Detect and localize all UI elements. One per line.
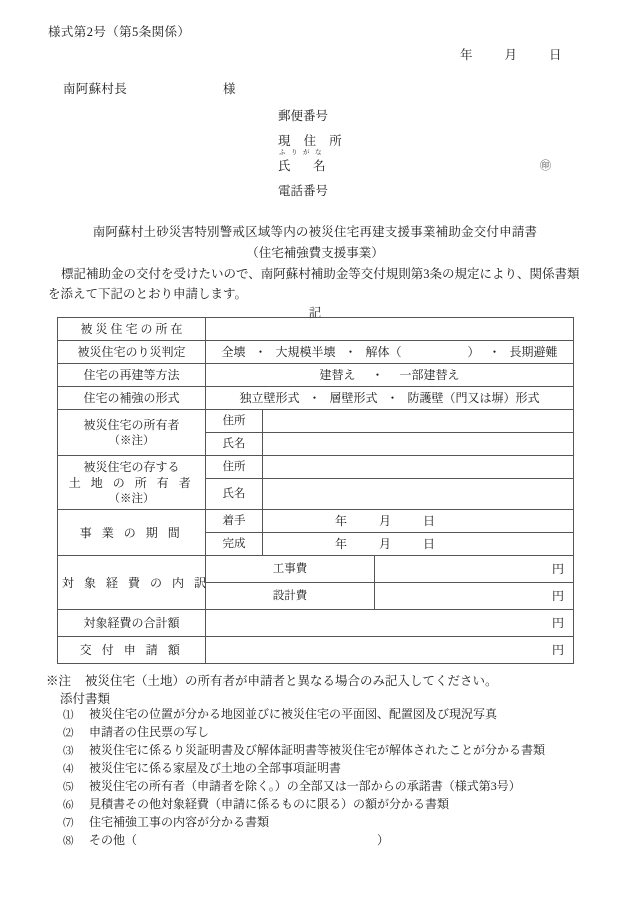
document-subtitle: （住宅補強費支援事業） bbox=[246, 246, 384, 260]
table-row-rebuild-method bbox=[58, 364, 574, 387]
cost-total-unit: 円 bbox=[551, 616, 564, 630]
option-independent-wall[interactable]: 独立壁形式 bbox=[239, 391, 300, 405]
list-item bbox=[63, 759, 545, 777]
phone-number-field bbox=[278, 181, 578, 206]
sublabel-design-cost: 設計費 bbox=[206, 583, 375, 610]
footnote-text: 被災住宅（土地）の所有者が申請者と異なる場合のみ記入してください。 bbox=[85, 674, 498, 688]
item-text: その他（ ） bbox=[89, 833, 390, 847]
addressee-name: 南阿蘇村長 bbox=[63, 82, 128, 96]
end-day-label: 日 bbox=[423, 537, 436, 551]
addressee-honorific: 様 bbox=[223, 82, 236, 96]
grant-request-unit: 円 bbox=[551, 643, 564, 657]
furigana-label: ふりがな bbox=[279, 149, 327, 156]
table-row-grant-request bbox=[58, 637, 574, 664]
label-house-owner-line1: 被災住宅の所有者 bbox=[83, 417, 180, 432]
item-text: 被災住宅の所有者（申請者を除く。）の全部又は一部からの承諾書（様式第3号） bbox=[89, 779, 521, 793]
start-year-label: 年 bbox=[334, 514, 347, 528]
item-text: 申請者の住民票の写し bbox=[89, 725, 210, 739]
list-item bbox=[63, 705, 545, 723]
value-location[interactable] bbox=[206, 318, 574, 341]
table-row-house-owner-address bbox=[58, 410, 574, 433]
item-number: ⑵ bbox=[63, 728, 74, 739]
value-land-owner-name[interactable] bbox=[263, 479, 574, 510]
value-grant-request[interactable] bbox=[206, 637, 574, 664]
sublabel-house-owner-name: 氏名 bbox=[206, 433, 263, 456]
end-year-label: 年 bbox=[334, 537, 347, 551]
start-month-label: 月 bbox=[378, 514, 391, 528]
table-row-period-start bbox=[58, 510, 574, 533]
label-cost-total: 対象経費の合計額 bbox=[58, 610, 206, 637]
sublabel-construction-cost: 工事費 bbox=[206, 556, 375, 583]
label-grant-request: 交 付 申 請 額 bbox=[58, 637, 206, 664]
value-period-end[interactable] bbox=[263, 533, 574, 556]
table-row-damage-assessment bbox=[58, 341, 574, 364]
item-number: ⑺ bbox=[63, 818, 74, 829]
value-house-owner-address[interactable] bbox=[263, 410, 574, 433]
list-item bbox=[63, 777, 545, 795]
option-total-collapse[interactable]: 全壊 bbox=[221, 345, 246, 359]
table-row-cost-total bbox=[58, 610, 574, 637]
option-protective-wall[interactable]: 防護壁（門又は塀）形式 bbox=[407, 391, 540, 405]
sublabel-period-start: 着手 bbox=[206, 510, 263, 533]
list-item bbox=[63, 831, 545, 849]
item-text: 被災住宅の位置が分かる地図並びに被災住宅の平面図、配置図及び現況写真 bbox=[89, 707, 498, 721]
item-text: 被災住宅に係る家屋及び土地の全部事項証明書 bbox=[89, 761, 342, 775]
list-item bbox=[63, 723, 545, 741]
item-number: ⑸ bbox=[63, 782, 74, 793]
design-cost-unit: 円 bbox=[551, 589, 564, 603]
footnote bbox=[46, 671, 498, 689]
item-number: ⑹ bbox=[63, 800, 74, 811]
item-text: 見積書その他対象経費（申請に係るものに限る）の額が分かる書類 bbox=[89, 797, 450, 811]
ki-mark: 記 bbox=[308, 306, 322, 320]
sublabel-land-owner-name: 氏名 bbox=[206, 479, 263, 510]
label-land-owner bbox=[58, 456, 206, 510]
table-row-location bbox=[58, 318, 574, 341]
value-construction-cost[interactable] bbox=[375, 556, 574, 583]
attachments-title: 添付書類 bbox=[60, 692, 111, 706]
construction-cost-unit: 円 bbox=[551, 562, 564, 576]
value-reinforce-type[interactable]: 独立壁形式 ・ 層壁形式 ・ 防護壁（門又は塀）形式 bbox=[206, 387, 574, 410]
value-period-start[interactable] bbox=[263, 510, 574, 533]
value-rebuild-method[interactable]: 建替え ・ 一部建替え bbox=[206, 364, 574, 387]
document-title: 南阿蘇村土砂災害特別警戒区域等内の被災住宅再建支援事業補助金交付申請書 bbox=[92, 225, 538, 239]
label-land-owner-line3: （※注） bbox=[108, 492, 155, 505]
value-design-cost[interactable] bbox=[375, 583, 574, 610]
start-day-label: 日 bbox=[423, 514, 436, 528]
footnote-marker: ※注 bbox=[46, 674, 72, 688]
name-label: 氏 名 bbox=[278, 159, 331, 173]
item-number: ⑻ bbox=[63, 836, 74, 847]
item-text: 住宅補強工事の内容が分かる書類 bbox=[89, 815, 270, 829]
label-location: 被 災 住 宅 の 所 在 bbox=[58, 318, 206, 341]
postal-code-field bbox=[278, 106, 578, 131]
form-number: 様式第2号（第5条関係） bbox=[48, 25, 191, 39]
option-large-half-collapse[interactable]: 大規模半壊 bbox=[275, 345, 336, 359]
postal-code-label: 郵便番号 bbox=[278, 109, 329, 123]
item-number: ⑴ bbox=[63, 710, 74, 721]
name-field bbox=[278, 149, 578, 181]
value-cost-total[interactable] bbox=[206, 610, 574, 637]
label-damage-assessment: 被災住宅のり災判定 bbox=[58, 341, 206, 364]
body-paragraph: 標記補助金の交付を受けたいので、南阿蘇村補助金等交付規則第3条の規定により、関係書類を添えて下記のとおり申請します。 bbox=[48, 267, 580, 301]
label-land-owner-line1: 被災住宅の存する bbox=[83, 459, 180, 474]
label-rebuild-method: 住宅の再建等方法 bbox=[58, 364, 206, 387]
option-rebuild[interactable]: 建替え bbox=[319, 368, 356, 382]
end-month-label: 月 bbox=[378, 537, 391, 551]
option-layered-wall[interactable]: 層壁形式 bbox=[329, 391, 378, 405]
phone-number-label: 電話番号 bbox=[278, 184, 329, 198]
application-table bbox=[57, 317, 574, 664]
sublabel-house-owner-address: 住所 bbox=[206, 410, 263, 433]
list-item bbox=[63, 795, 545, 813]
table-row-land-owner-address bbox=[58, 456, 574, 479]
label-period: 事 業 の 期 間 bbox=[58, 510, 206, 556]
list-item bbox=[63, 813, 545, 831]
seal-icon: ㊞ bbox=[540, 160, 551, 172]
label-land-owner-line2: 土 地 の 所 有 者 bbox=[68, 475, 195, 490]
current-address-label: 現 住 所 bbox=[278, 134, 347, 148]
applicant-fields bbox=[278, 106, 578, 206]
value-damage-assessment[interactable]: 全壊 ・ 大規模半壊 ・ 解体（ ） ・ 長期避難 bbox=[206, 341, 574, 364]
list-item bbox=[63, 741, 545, 759]
date-line bbox=[400, 45, 590, 63]
date-day-label: 日 bbox=[549, 48, 562, 62]
option-demolition-open[interactable]: 解体（ bbox=[365, 345, 402, 359]
value-house-owner-name[interactable] bbox=[263, 433, 574, 456]
table-row-reinforce-type bbox=[58, 387, 574, 410]
label-house-owner bbox=[58, 410, 206, 456]
label-cost-breakdown: 対 象 経 費 の 内 訳 bbox=[58, 556, 206, 610]
date-month-label: 月 bbox=[504, 48, 518, 62]
table-row-cost-construction bbox=[58, 556, 574, 583]
item-text: 被災住宅に係るり災証明書及び解体証明書等被災住宅が解体されたことが分かる書類 bbox=[89, 743, 546, 757]
date-year-label: 年 bbox=[460, 48, 473, 62]
option-partial-rebuild[interactable]: 一部建替え bbox=[399, 368, 460, 382]
sublabel-land-owner-address: 住所 bbox=[206, 456, 263, 479]
item-number: ⑶ bbox=[63, 746, 74, 757]
option-demolition-close: ） bbox=[467, 345, 480, 359]
sublabel-period-end: 完成 bbox=[206, 533, 263, 556]
item-number: ⑷ bbox=[63, 764, 74, 775]
addressee-line bbox=[63, 79, 236, 97]
label-reinforce-type: 住宅の補強の形式 bbox=[58, 387, 206, 410]
option-long-evacuation[interactable]: 長期避難 bbox=[509, 345, 558, 359]
label-house-owner-line2: （※注） bbox=[108, 434, 155, 447]
attachments-list bbox=[63, 705, 545, 849]
value-land-owner-address[interactable] bbox=[263, 456, 574, 479]
